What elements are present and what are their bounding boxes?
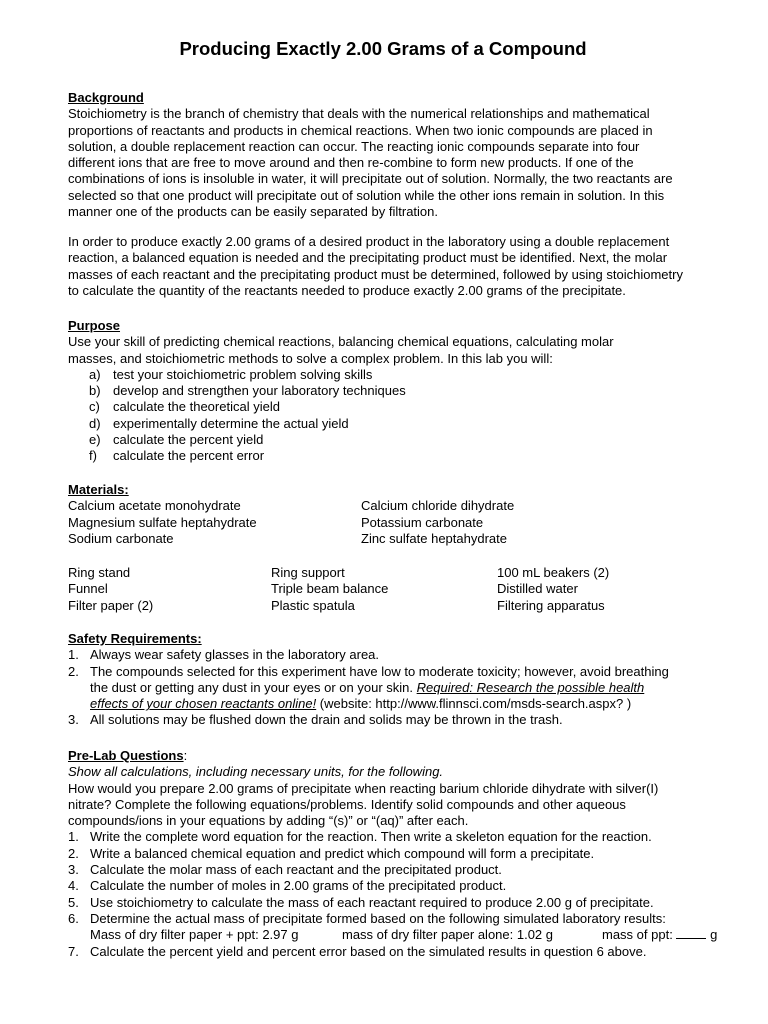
background-line: different ions that are free to move around and then re-combine to form new products. If one of the bbox=[68, 155, 634, 171]
background-line: combinations of ions is insoluble in water, it will precipitate out of solution. Normally, the two reactants are bbox=[68, 171, 673, 187]
equipment-item: Ring stand bbox=[68, 565, 131, 580]
question-item: 1. Write the complete word equation for the reaction. Then write a skeleton equation for the reaction. bbox=[68, 829, 652, 845]
sim-result-ppt: mass of ppt: bbox=[602, 927, 673, 943]
page-title: Producing Exactly 2.00 Grams of a Compound bbox=[179, 38, 587, 59]
list-item: d) experimentally determine the actual yield bbox=[89, 415, 349, 431]
list-item: 3. All solutions may be flushed down the drain and solids may be thrown in the trash. bbox=[68, 712, 563, 728]
list-item: 2. The compounds selected for this experiment have low to moderate toxicity; however, avoid breathing the dust or getting any dust in your eyes or on your skin. Required: Research the possible health effects of your chosen reactants online! (website: http://www.flinnsci.com/msds-search.aspx? ) bbox=[68, 663, 669, 712]
question-item: 6. Determine the actual mass of precipitate formed based on the following simulated laboratory results: Mass of dry filter paper + ppt: 2.97 g mass of dry filter paper alone: 1.02 g mass of ppt: g bbox=[68, 910, 718, 943]
prelab-line: How would you prepare 2.00 grams of precipitate when reacting barium chloride dihydrate with silver(I) bbox=[68, 780, 659, 796]
background-line: In order to produce exactly 2.00 grams of a desired product in the laboratory using a double replacement bbox=[68, 234, 670, 249]
background-paragraph-2 bbox=[68, 234, 728, 299]
purpose-heading: Purpose bbox=[68, 318, 121, 333]
safety-list bbox=[68, 647, 728, 728]
background-line: reaction, a balanced equation is needed and the precipitating product must be identified. Next, the molar bbox=[68, 250, 668, 266]
prelab-heading: Pre-Lab Questions bbox=[68, 748, 184, 763]
question-item: 4. Calculate the number of moles in 2.00 grams of the precipitated product. bbox=[68, 878, 507, 894]
answer-blank[interactable] bbox=[676, 927, 706, 939]
list-item: b) develop and strengthen your laboratory techniques bbox=[89, 383, 406, 399]
background-line: selected so that one product will precipitate out of solution while the other ions remain in solution. In this bbox=[68, 187, 665, 203]
purpose-section bbox=[68, 318, 728, 465]
required-note: effects of your chosen reactants online! bbox=[90, 696, 317, 712]
chemical-item: Zinc sulfate heptahydrate bbox=[361, 531, 507, 547]
prelab-questions bbox=[68, 829, 728, 959]
background-line: manner one of the products can be easily separated by filtration. bbox=[68, 204, 438, 220]
list-item: f) calculate the percent error bbox=[89, 448, 265, 464]
purpose-list bbox=[68, 367, 728, 465]
prelab-section: Pre-Lab Questions: Show all calculations, including necessary units, for the following. How would you prepare 2.00 grams of precipitate when reacting barium chloride dihydrate with silver(I) nitrate? Complete the following equations/problems. Identify solid compounds and other aqueous compounds/ions in your equations by adding “(s)” or “(aq)” after each. 1. Write the complete word equation for the reaction. Then write a skeleton equation for the reaction. 2. Write a balanced chemical equation and predict which compound will form a precipitate. 3. Calculate the molar mass of each reactant and the precipitated product. 4. Calculate the number of moles in 2.00 grams of the precipitated product. 5. Use stoichiometry to calculate the mass of each reactant required to produce 2.00 g of precipitate. 6. Determine the actual mass of precipitate formed based on the following simulated laboratory results: Mass of dry filter paper + ppt: 2.97 g mass of dry filter paper alone: 1.02 g mass of ppt: g 7. Calculate the percent yield and percent error based on the simulated results in question 6 above. bbox=[68, 748, 728, 960]
prelab-instruction: Show all calculations, including necessary units, for the following. bbox=[68, 764, 444, 780]
list-item: a) test your stoichiometric problem solving skills bbox=[89, 366, 373, 382]
background-line: solution, a double replacement reaction can occur. The reacting ionic compounds separate into four bbox=[68, 138, 640, 154]
background-line: masses of each reactant and the precipitating product must be determined, followed by using stoichiometry bbox=[68, 266, 683, 282]
chemical-item: Potassium carbonate bbox=[361, 514, 484, 530]
equipment-item: Triple beam balance bbox=[271, 581, 389, 597]
chemical-item: Magnesium sulfate heptahydrate bbox=[68, 514, 257, 530]
sim-unit: g bbox=[710, 927, 718, 943]
sim-result-total: Mass of dry filter paper + ppt: 2.97 g bbox=[90, 927, 299, 943]
prelab-line: compounds/ions in your equations by adding “(s)” or “(aq)” after each. bbox=[68, 813, 469, 829]
website-reference: (website: http://www.flinnsci.com/msds-search.aspx? ) bbox=[316, 696, 632, 712]
question-item: 2. Write a balanced chemical equation and predict which compound will form a precipitate. bbox=[68, 845, 595, 861]
safety-heading: Safety Requirements: bbox=[68, 631, 202, 646]
chemical-item: Calcium acetate monohydrate bbox=[68, 498, 241, 514]
equipment-item: 100 mL beakers (2) bbox=[497, 565, 610, 580]
purpose-line: Use your skill of predicting chemical reactions, balancing chemical equations, calculating molar bbox=[68, 334, 614, 350]
equipment-item: Ring support bbox=[271, 565, 345, 580]
equipment-item: Filter paper (2) bbox=[68, 597, 154, 613]
equipment-item: Distilled water bbox=[497, 581, 578, 597]
background-line: to calculate the quantity of the reactants needed to produce exactly 2.00 grams of the precipitate. bbox=[68, 282, 626, 298]
materials-heading: Materials: bbox=[68, 482, 129, 497]
equipment-item: Filtering apparatus bbox=[497, 597, 605, 613]
chemical-item: Sodium carbonate bbox=[68, 531, 174, 547]
equipment-list bbox=[68, 565, 728, 614]
chemical-item: Calcium chloride dihydrate bbox=[361, 498, 515, 514]
list-item: e) calculate the percent yield bbox=[89, 432, 264, 448]
safety-section bbox=[68, 631, 728, 729]
purpose-line: masses, and stoichiometric methods to solve a complex problem. In this lab you will: bbox=[68, 350, 553, 366]
question-item: 7. Calculate the percent yield and percent error based on the simulated results in question 6 above. bbox=[68, 943, 647, 959]
background-section bbox=[68, 90, 728, 220]
chemicals-list bbox=[68, 498, 728, 548]
background-line: proportions of reactants and products in chemical reactions. When two ionic compounds are placed in bbox=[68, 122, 653, 138]
list-item: c) calculate the theoretical yield bbox=[89, 399, 280, 415]
question-item: 3. Calculate the molar mass of each reactant and the precipitated product. bbox=[68, 862, 502, 878]
question-item: 5. Use stoichiometry to calculate the mass of each reactant required to produce 2.00 g of precipitate. bbox=[68, 894, 654, 910]
background-line: Stoichiometry is the branch of chemistry that deals with the numerical relationships and mathematical bbox=[68, 106, 650, 122]
required-note: Required: Research the possible health bbox=[416, 679, 645, 695]
background-heading: Background bbox=[68, 90, 144, 105]
equipment-item: Plastic spatula bbox=[271, 597, 355, 613]
prelab-line: nitrate? Complete the following equations/problems. Identify solid compounds and other aqueous bbox=[68, 796, 626, 812]
sim-result-paper: mass of dry filter paper alone: 1.02 g bbox=[342, 927, 554, 943]
equipment-item: Funnel bbox=[68, 581, 108, 597]
materials-section bbox=[68, 482, 728, 548]
list-item: 1. Always wear safety glasses in the laboratory area. bbox=[68, 647, 380, 663]
